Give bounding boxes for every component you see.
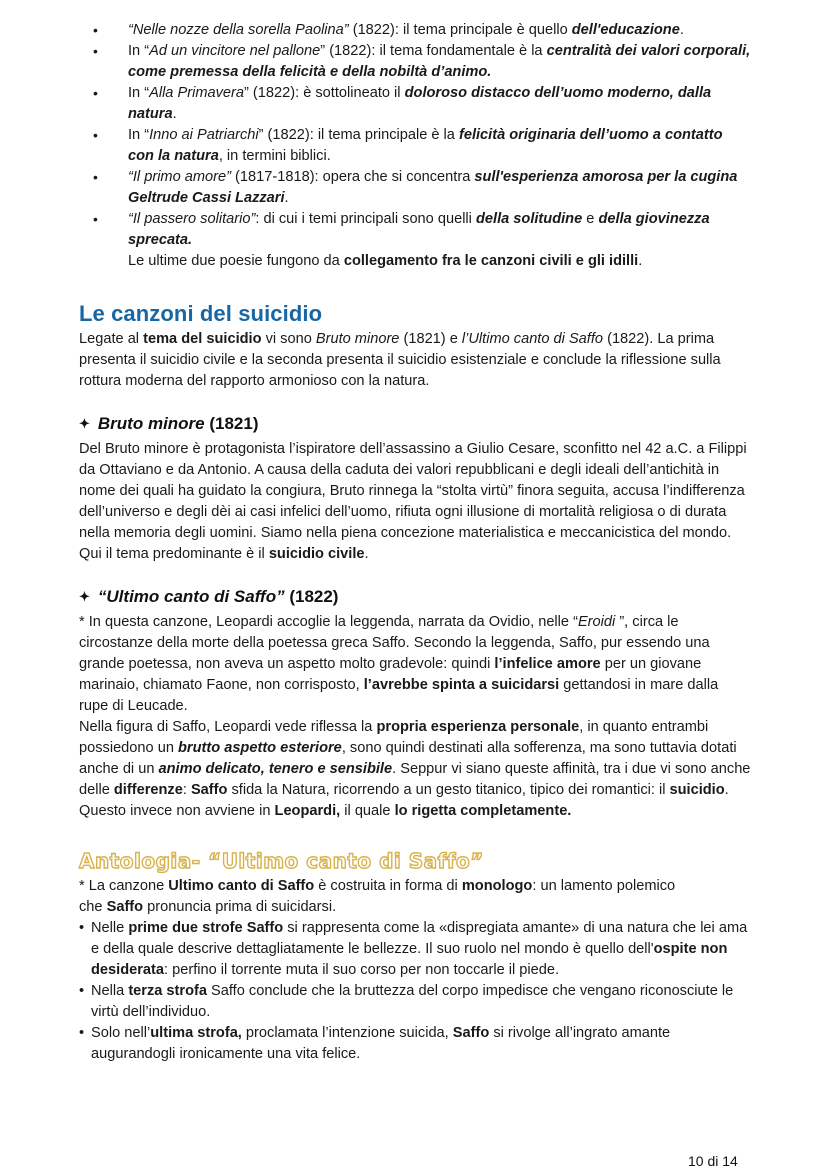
list-item	[79, 41, 751, 83]
list-item	[79, 209, 751, 251]
text-run: * In questa canzone, Leopardi accoglie la leggenda, narrata da Ovidio, nelle “	[79, 614, 578, 630]
subheading-title: “Ultimo canto di Saffo”	[97, 587, 285, 606]
text-run: l’avrebbe spinta a suicidarsi	[363, 677, 560, 693]
text-run: lo rigetta completamente.	[394, 803, 572, 819]
text-run: pronuncia prima di suicidarsi.	[143, 899, 337, 915]
text-run: “Nelle nozze della sorella Paolina”	[128, 22, 349, 38]
text-run: della solitudine	[475, 211, 583, 227]
text-run: : di cui i temi principali sono quelli	[255, 211, 476, 227]
section-title-anthology: Antologia- “Ultimo canto di Saffo”	[79, 849, 484, 873]
list-item-text	[128, 127, 723, 164]
page-number: 10 di 14	[688, 1153, 738, 1169]
text-run: . Seppur vi siano queste affinità, tra i due vi sono anche delle	[79, 761, 751, 798]
text-run: Saffo	[190, 782, 228, 798]
text-run: ultima strofa,	[150, 1025, 242, 1041]
text-run: In “	[128, 127, 150, 143]
anthology-intro	[79, 876, 751, 918]
list-item-text	[128, 169, 737, 206]
text-run: felicità originaria dell’uomo a contatto con la natura	[128, 127, 723, 164]
text-run: sull'esperienza amorosa per la cugina Geltrude Cassi Lazzari	[128, 169, 738, 206]
text-run: si rivolge all’ingrato amante augurandogli ironicamente una vita felice.	[91, 1025, 671, 1062]
text-run: tema del suicidio	[143, 331, 262, 347]
text-run: :	[182, 782, 191, 798]
text-run: il quale	[340, 803, 395, 819]
text-run: Solo nell’	[91, 1025, 151, 1041]
text-run: e	[582, 211, 599, 227]
bullet-icon: •	[79, 1025, 85, 1041]
text-run: Saffo	[452, 1025, 490, 1041]
text-run: .	[679, 22, 684, 38]
text-run: .	[172, 106, 177, 122]
text-run: per un giovane marinaio, chiamato Faone, non corrisposto,	[79, 656, 702, 693]
list-item	[79, 125, 751, 167]
text-run: .	[284, 190, 289, 206]
text-run: suicidio civile	[268, 546, 365, 562]
text-run: si rappresenta come la «dispregiata amante» di una natura che lei ama e della quale descrive dettagliatamente le bellezze. Il suo ruolo nel mondo è quello dell'	[91, 920, 748, 957]
list-item-text	[128, 22, 684, 38]
text-run: centralità dei valori corporali, come premessa della felicità e della nobiltà d’animo.	[128, 43, 751, 80]
text-run: dell'educazione	[571, 22, 680, 38]
bullet-icon: •	[93, 169, 98, 185]
document-page	[79, 20, 751, 1065]
subheading-ultimo-canto	[79, 585, 751, 610]
text-run: differenze	[113, 782, 183, 798]
text-run: (1822): il tema principale è quello	[348, 22, 572, 38]
text-run: che	[79, 899, 107, 915]
list-item-text	[128, 211, 710, 248]
text-run: : perfino il torrente muta il suo corso per non toccarle il piede.	[164, 962, 560, 978]
text-run: Ad un vincitore nel pallone	[149, 43, 321, 59]
text-run: Alla Primavera	[149, 85, 244, 101]
text-run: Ultimo canto di Saffo	[168, 878, 315, 894]
bullet-icon: •	[93, 127, 98, 143]
text-run: Legate al	[79, 331, 144, 347]
text-run: Leopardi,	[274, 803, 341, 819]
bullet-icon: •	[79, 983, 85, 999]
subheading-title: Bruto minore	[97, 414, 205, 433]
text-run: Del Bruto minore è protagonista l’ispiratore dell’assassino a Giulio Cesare, sconfitto nel 42 a.C. a Filippi da Ottaviano e da Antonio. A causa della caduta dei valori repubblicani e degli ideali dell’antichità in nome dei quali ha guidato la congiura, Bruto rinnega la “stolta virtù” finora seguita, accusa l’indifferenza dell’universo e degli dèi ai casi infelici dell’uomo, rifiuta ogni illusione di mortalità religiosa o di durata nella memoria degli uomini. Siamo nella piena concezione materialistica e meccanicistica del mondo.	[79, 441, 747, 541]
text-run: Saffo conclude che la bruttezza del corpo impedisce che vengano riconosciute le virtù dell’individuo.	[91, 983, 734, 1020]
list-item	[79, 83, 751, 125]
text-run: In “	[128, 85, 150, 101]
text-run: l’infelice amore	[494, 656, 601, 672]
list-item	[79, 20, 751, 41]
list-item-text	[91, 1025, 670, 1062]
text-run: gettandosi in mare dalla rupe di Leucade.	[79, 677, 719, 714]
text-run: Qui il tema predominante è il	[79, 546, 269, 562]
text-run: . Questo invece non avviene in	[79, 782, 729, 819]
text-run: (1822). La prima presenta il suicidio civile e la seconda presenta il suicidio esistenziale e conclude la riflessione sulla rottura moderna del rapporto armonioso con la natura.	[79, 331, 721, 389]
text-run: propria esperienza personale	[376, 719, 580, 735]
subheading-year: (1822)	[284, 587, 339, 606]
text-run: ” (1822): è sottolineato il	[243, 85, 405, 101]
bullet-icon: •	[93, 43, 98, 59]
text-run: Bruto minore	[315, 331, 400, 347]
text-run: ” (1822): il tema principale è la	[258, 127, 459, 143]
text-run: vi sono	[261, 331, 316, 347]
text-run: , in quanto entrambi possiedono un	[79, 719, 709, 756]
text-run: : un lamento polemico	[532, 878, 676, 894]
text-run: (1817-1818): opera che si concentra	[230, 169, 475, 185]
text-run: della giovinezza sprecata.	[128, 211, 710, 248]
text-run: prime due strofe Saffo	[128, 920, 284, 936]
list-item-text	[91, 983, 733, 1020]
star-bullet-icon: ✦	[79, 416, 90, 431]
bullet-icon: •	[93, 85, 98, 101]
text-run: * La canzone	[79, 878, 169, 894]
text-run: ”, circa le circostanze della morte della poetessa greca Saffo. Secondo la leggenda, Saffo, pur essendo una grande poetessa, non aveva un aspetto molto gradevole: quindi	[79, 614, 710, 672]
bullet-icon: •	[93, 211, 98, 227]
text-run: In “	[128, 43, 150, 59]
text-run: .	[638, 253, 643, 269]
poems-list	[79, 20, 751, 251]
text-run: monologo	[461, 878, 533, 894]
text-run: brutto aspetto esteriore	[178, 740, 342, 756]
subheading-bruto-minore	[79, 412, 751, 437]
text-run: doloroso distacco dell’uomo moderno, dalla natura	[128, 85, 712, 122]
list-item	[79, 167, 751, 209]
text-run: terza strofa	[128, 983, 207, 999]
text-run: Nella	[91, 983, 129, 999]
text-run: (1821) e	[399, 331, 462, 347]
text-run: Saffo	[106, 899, 144, 915]
text-run: ” (1822): il tema fondamentale è la	[320, 43, 547, 59]
list-item	[79, 981, 751, 1023]
text-run: Eroidi	[577, 614, 616, 630]
subheading-year: (1821)	[204, 414, 259, 433]
text-run: , sono quindi destinati alla sofferenza, ma sono tuttavia dotati anche di un	[79, 740, 737, 777]
list-item-text	[91, 920, 747, 978]
text-run: .	[364, 546, 369, 562]
list-item-text	[128, 85, 711, 122]
text-run: sfida la Natura, ricorrendo a un gesto titanico, tipico dei romantici: il	[227, 782, 670, 798]
text-run: suicidio	[669, 782, 725, 798]
text-run: Inno ai Patriarchi	[149, 127, 259, 143]
list-item	[79, 918, 751, 981]
suicide-section-intro	[79, 329, 751, 392]
bruto-minore-body	[79, 439, 751, 565]
text-run: Nelle	[91, 920, 129, 936]
text-run: , in termini biblici.	[218, 148, 331, 164]
text-run: collegamento fra le canzoni civili e gli idilli	[343, 253, 639, 269]
section-title-suicide-songs: Le canzoni del suicidio	[79, 301, 323, 326]
bullet-icon: •	[79, 920, 85, 936]
star-bullet-icon: ✦	[79, 589, 90, 604]
poems-closing-note	[79, 251, 751, 272]
list-item	[79, 1023, 751, 1065]
text-run: animo delicato, tenero e sensibile	[158, 761, 393, 777]
text-run: “Il primo amore”	[128, 169, 231, 185]
text-run: Nella figura di Saffo, Leopardi vede riflessa la	[79, 719, 377, 735]
anthology-points	[79, 918, 751, 1065]
list-item-text	[128, 43, 750, 80]
text-run: è costruita in forma di	[314, 878, 462, 894]
bullet-icon: •	[93, 22, 98, 38]
text-run: “Il passero solitario”	[128, 211, 256, 227]
text-run: Le ultime due poesie fungono da	[128, 253, 344, 269]
text-run: l’Ultimo canto di Saffo	[461, 331, 604, 347]
text-run: ospite non desiderata	[91, 941, 728, 978]
ultimo-canto-body	[79, 612, 751, 822]
text-run: proclamata l’intenzione suicida,	[241, 1025, 453, 1041]
